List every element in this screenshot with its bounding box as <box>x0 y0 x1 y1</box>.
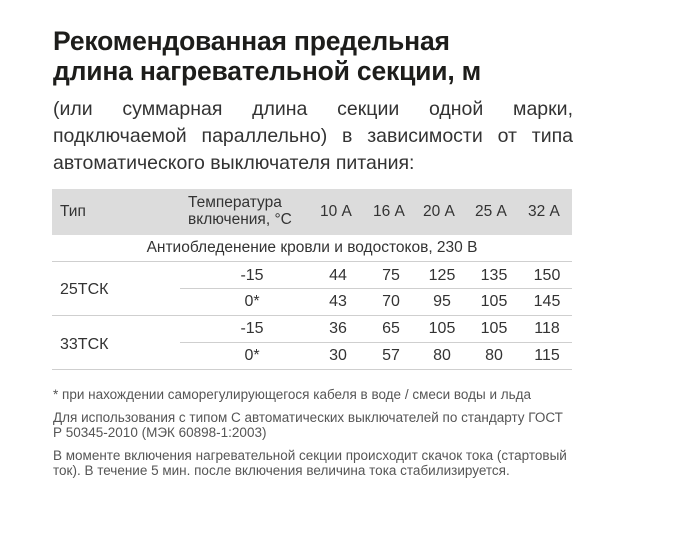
cell-25a: 80 <box>485 347 503 364</box>
cell-32a: 150 <box>533 267 561 284</box>
cell-16a: 70 <box>382 293 400 310</box>
cell-10a: 43 <box>329 293 347 310</box>
row-temp: -15 <box>240 320 264 337</box>
cell-10a: 44 <box>329 267 347 284</box>
header-10a: 10 А <box>320 203 352 220</box>
cell-16a: 57 <box>382 347 400 364</box>
header-temperature <box>188 194 292 228</box>
cell-25a: 105 <box>480 320 508 337</box>
row-type-33tck: 33ТСК <box>60 336 109 353</box>
page-title <box>53 26 481 86</box>
cell-25a: 135 <box>480 267 508 284</box>
row-type-25tck: 25ТСК <box>60 281 109 298</box>
footnotes <box>53 387 573 486</box>
table-row <box>52 289 572 314</box>
header-20a: 20 А <box>423 203 455 220</box>
table-row <box>52 343 572 368</box>
footnote-water: * при нахождении саморегулирующегося кабеля в воде / смеси воды и льда <box>53 387 532 402</box>
row-temp: 0* <box>244 347 260 364</box>
table-row <box>52 316 572 341</box>
table-header <box>52 189 572 235</box>
header-temperature-line-2: включения, °С <box>188 211 292 228</box>
title-line-1: Рекомендованная предельная <box>53 26 450 56</box>
subtitle: (или суммарная длина секции одной марки, подключаемой параллельно) в зависимости от типа автоматического выключателя питания: <box>53 98 573 174</box>
cell-32a: 118 <box>534 320 560 337</box>
group-label: Антиобледенение кровли и водостоков, 230 В <box>52 235 572 262</box>
header-temperature-line-1: Температура <box>188 194 282 211</box>
cell-10a: 30 <box>329 347 347 364</box>
header-16a: 16 А <box>373 203 405 220</box>
table-row <box>52 263 572 288</box>
cell-16a: 65 <box>382 320 400 337</box>
table-bottom-line <box>52 369 572 370</box>
footnote-starting-current: В моменте включения нагревательной секции происходит скачок тока (стартовый ток). В течение 5 мин. после включения величина тока стабилизируется. <box>53 447 567 478</box>
length-table <box>52 189 572 364</box>
row-temp: 0* <box>244 293 260 310</box>
cell-20a: 105 <box>428 320 456 337</box>
header-32a: 32 А <box>528 203 560 220</box>
cell-32a: 145 <box>533 293 561 310</box>
header-25a: 25 А <box>475 203 507 220</box>
cell-20a: 125 <box>428 267 456 284</box>
cell-32a: 115 <box>534 347 560 364</box>
cell-20a: 95 <box>433 293 451 310</box>
cell-16a: 75 <box>382 267 400 284</box>
row-temp: -15 <box>240 267 264 284</box>
cell-25a: 105 <box>480 293 508 310</box>
title-line-2: длина нагревательной секции, м <box>53 56 482 86</box>
cell-20a: 80 <box>433 347 451 364</box>
footnote-breaker-standard: Для использования с типом С автоматических выключателей по стандарту ГОСТ Р 50345-2010 (МЭК 60898-1:2003) <box>53 409 563 440</box>
header-type: Тип <box>60 203 86 220</box>
cell-10a: 36 <box>329 320 347 337</box>
